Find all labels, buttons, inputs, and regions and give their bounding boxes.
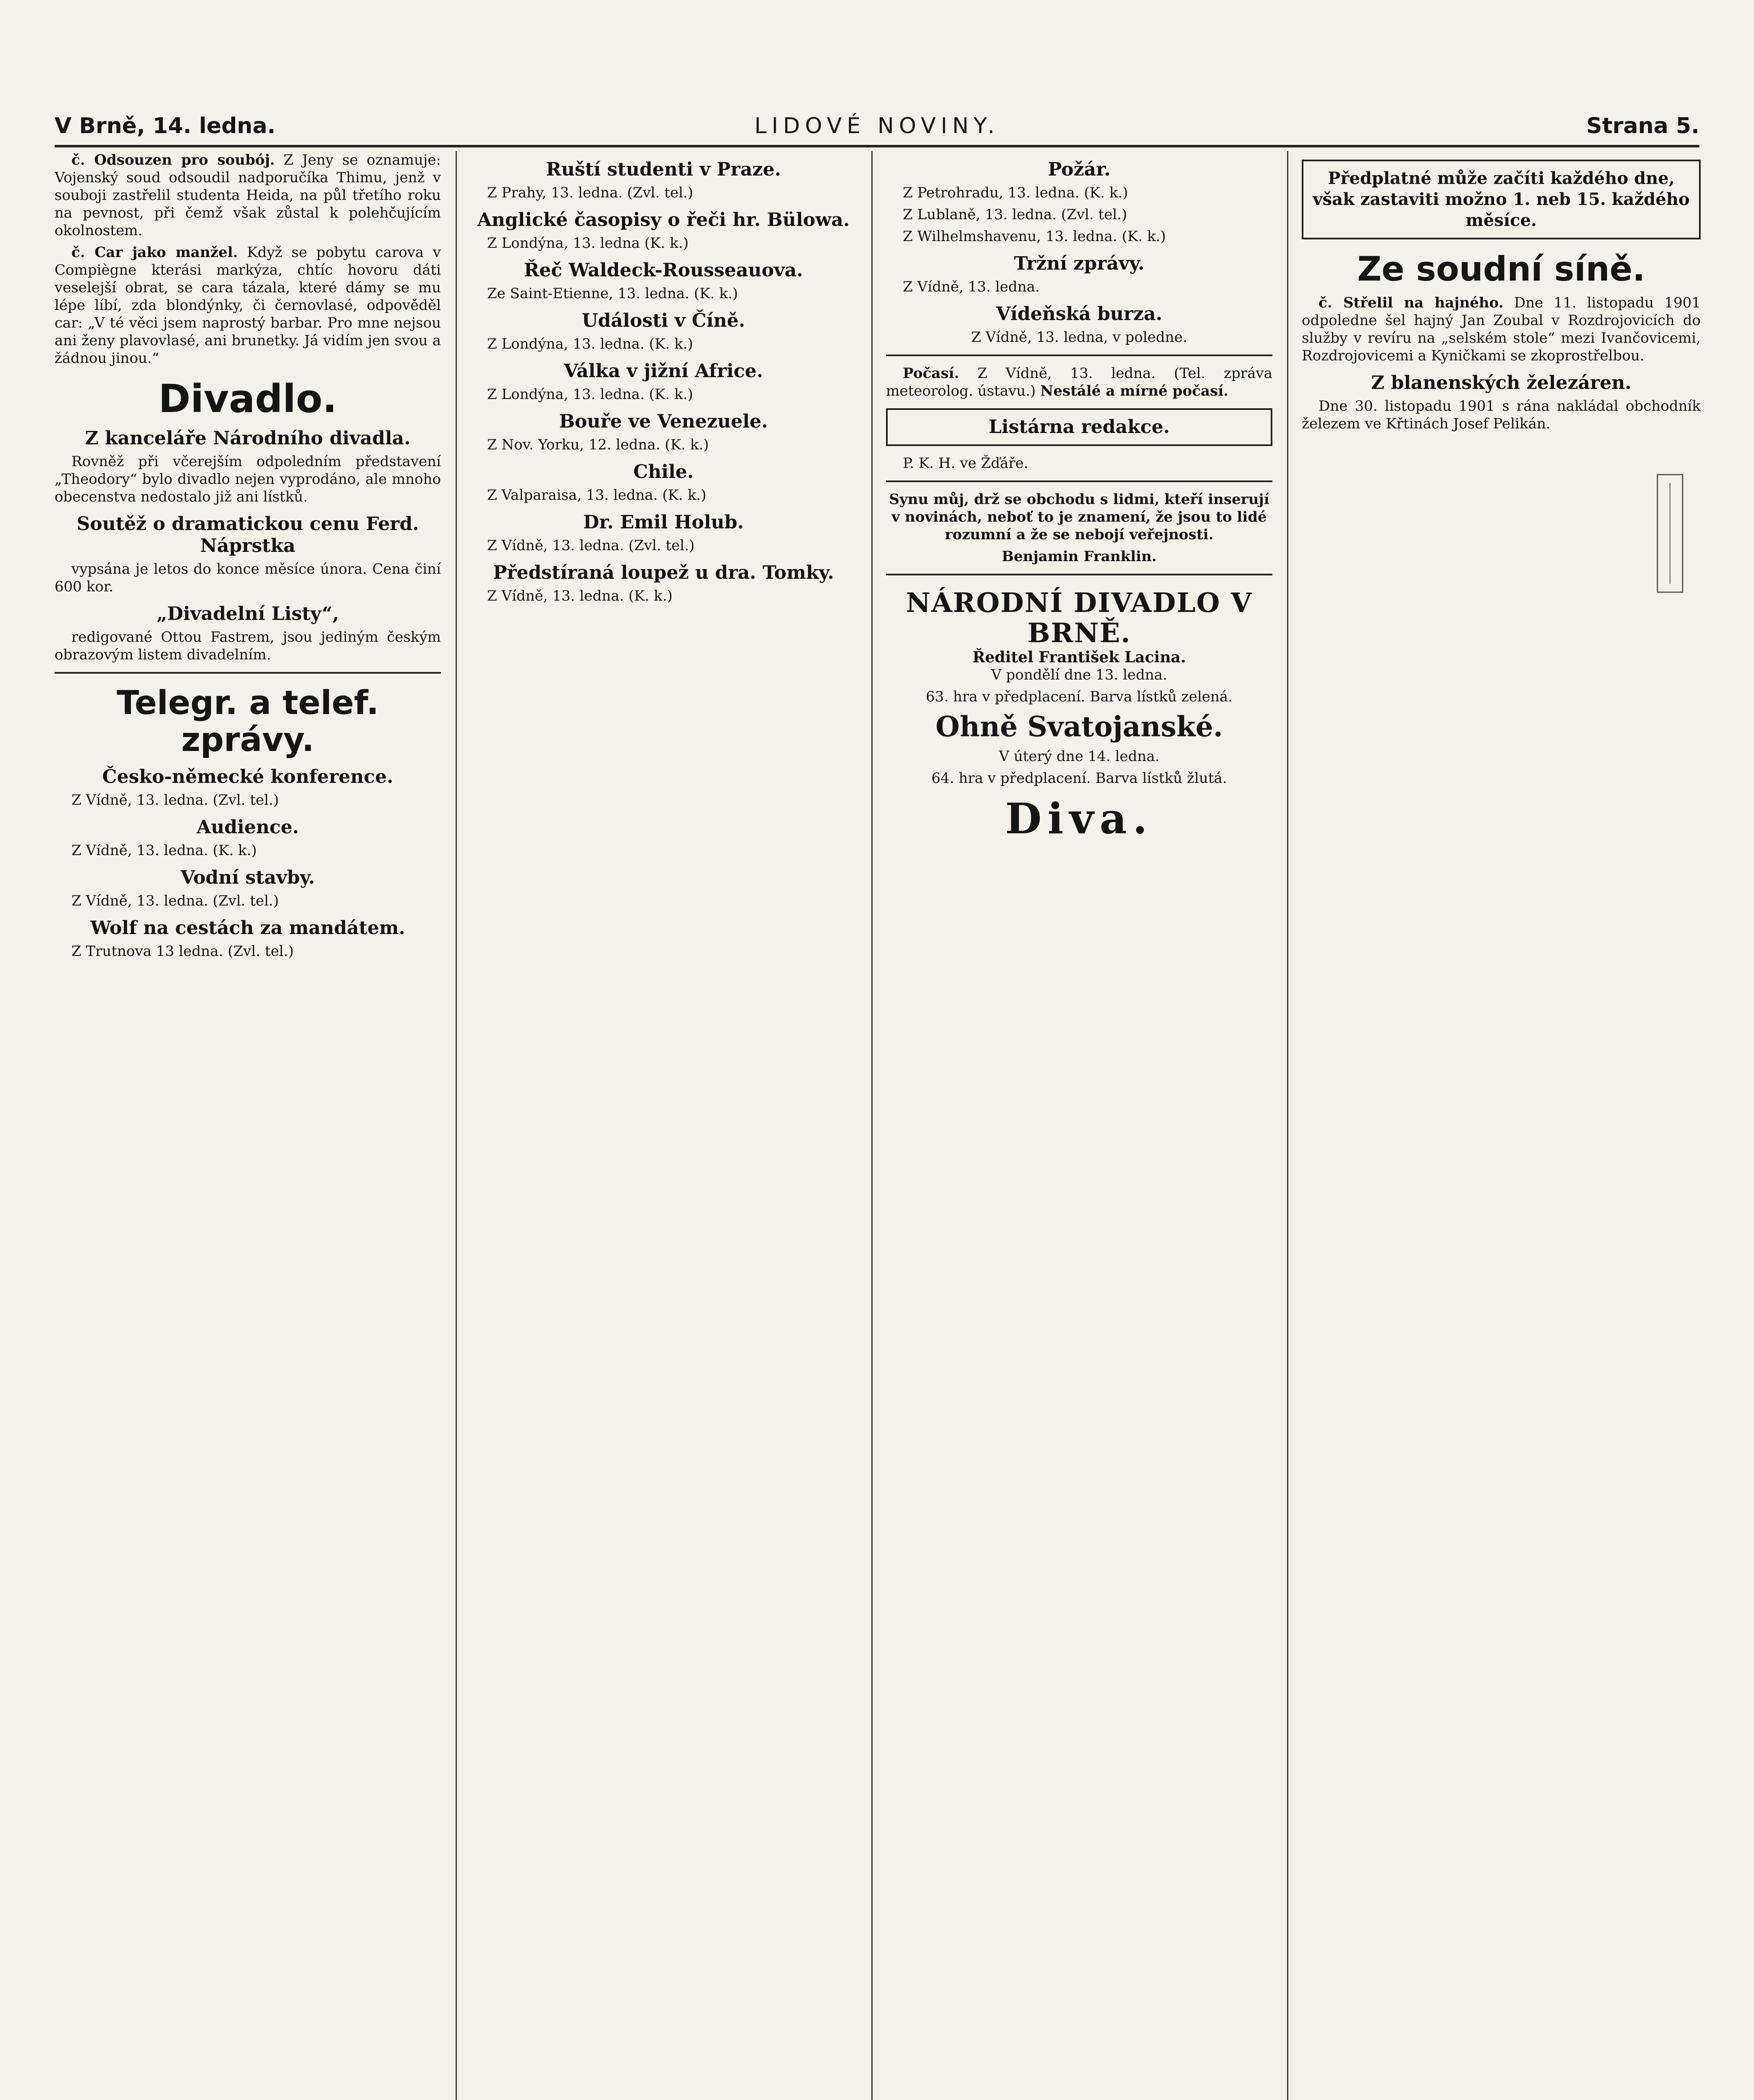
subheading: Předstíraná loupež u dra. Tomky.	[493, 562, 834, 583]
article-body: Ze Saint-Etienne, 13. ledna. (K. k.)	[487, 285, 738, 302]
subheading: Bouře ve Venezuele.	[559, 411, 768, 432]
page-header	[55, 105, 1699, 147]
place-date: V Brně, 14. ledna.	[55, 113, 276, 139]
article-body: Z Vídně, 13. ledna. (Zvl. tel.)	[487, 537, 695, 554]
subheading: Události v Číně.	[582, 310, 745, 331]
article-body: Z Jeny se oznamuje: Vojenský soud odsoudil nadporučíka Thimu, jenž v souboji zastřelil studenta Heida, na půl třetího roku na pevnost, při čemž však zůstal k polehčujícím okolnostem.	[55, 152, 441, 239]
column-1	[55, 151, 441, 2100]
article-body: Z Londýna, 13. ledna (K. k.)	[487, 235, 689, 252]
section-heading-soudni: Ze soudní síně.	[1357, 249, 1645, 289]
show-title: Diva.	[1005, 794, 1154, 843]
show-info: 64. hra v předplacení. Barva lístků žlutá.	[931, 770, 1227, 787]
article-body: Rovněž při včerejším odpoledním představení „Theodory“ bylo divadlo nejen vyprodáno, ale mnoho obecenstva nedostalo již ani lístků.	[55, 453, 441, 505]
subheading: Tržní zprávy.	[1014, 253, 1145, 274]
divider	[886, 574, 1272, 575]
theatre-director: Ředitel František Lacina.	[972, 648, 1186, 666]
column-2	[470, 151, 857, 2100]
subheading: Válka v jižní Africe.	[564, 360, 763, 382]
column-3	[886, 151, 1272, 2100]
article-body: vypsána je letos do konce měsíce února. Cena činí 600 kor.	[55, 561, 441, 595]
weather-title: Počasí.	[903, 365, 959, 382]
article-body: Z Vídně, 13. ledna. (Zvl. tel.)	[71, 792, 279, 808]
article-body: Z Vídně, 13. ledna, v poledne.	[971, 329, 1188, 346]
article-title: č. Střelil na hajného.	[1319, 294, 1504, 311]
section-heading-divadlo: Divadlo.	[158, 376, 337, 421]
article-body: redigované Ottou Fastrem, jsou jediným českým obrazovým listem divadelním.	[55, 629, 441, 663]
subheading: Řeč Waldeck-Rousseauova.	[524, 260, 803, 281]
weather-text: Z Vídně, 13. ledna. (Tel. zpráva meteorolog. ústavu.)	[886, 365, 1272, 399]
article-body: Z Vídně, 13. ledna. (K. k.)	[487, 588, 673, 604]
article-body: Když se pobytu carova v Compiègne kterási markýza, chtíc hovoru dáti veselejší obrat, se cara tázala, které dámy se mu lépe líbí, zda blondýnky, či černovlasé, odpověděl car: „V té věci jsem naprostý barbar. Pro mne nejsou ani ženy plavovlasé, ani brunetky. Já vidím jen svou a žádnou jinou.“	[55, 244, 441, 367]
subheading: Audience.	[197, 816, 299, 838]
divider	[886, 354, 1272, 356]
article-body: Z Vídně, 13. ledna. (Zvl. tel.)	[71, 892, 279, 909]
listarna-heading: Listárna redakce.	[988, 416, 1170, 438]
subheading: Z blanenských železáren.	[1371, 372, 1631, 394]
library-stamp-mark	[1653, 470, 1687, 596]
article-body: Z Nov. Yorku, 12. ledna. (K. k.)	[487, 436, 709, 453]
show-date: V úterý dne 14. ledna.	[999, 748, 1160, 765]
franklin-quote: Synu můj, drž se obchodu s lidmi, kteří inserují v novinách, neboť to je znamení, že jsou to lidé rozumní a že se nebojí veřejnosti.	[889, 491, 1269, 543]
divider	[55, 672, 441, 674]
subheading: Česko-německé konference.	[102, 766, 393, 788]
subheading: „Divadelní Listy“,	[156, 603, 339, 625]
article	[55, 244, 441, 367]
article-body: Z Wilhelmshavenu, 13. ledna. (K. k.)	[903, 228, 1166, 245]
subheading: Vídeňská burza.	[996, 303, 1162, 325]
subheading: Anglické časopisy o řeči hr. Bülowa.	[477, 209, 850, 231]
article-body: Z Vídně, 13. ledna. (K. k.)	[71, 842, 257, 859]
column-divider	[456, 151, 457, 2100]
subheading: Wolf na cestách za mandátem.	[90, 917, 405, 939]
show-info: 63. hra v předplacení. Barva lístků zelená.	[926, 688, 1233, 705]
subheading: Chile.	[633, 461, 694, 483]
subheading: Z kanceláře Národního divadla.	[85, 428, 411, 449]
article-body: Z Vídně, 13. ledna.	[903, 278, 1040, 295]
article-body: Z Petrohradu, 13. ledna. (K. k.)	[903, 184, 1128, 201]
section-heading-telegr: Telegr. a telef. zprávy.	[116, 684, 379, 759]
subheading: Požár.	[1048, 159, 1111, 180]
article-body: P. K. H. ve Žďáře.	[903, 455, 1028, 472]
masthead-title: LIDOVÉ NOVINY.	[754, 113, 1000, 139]
quote-author: Benjamin Franklin.	[1002, 548, 1157, 565]
divider	[886, 480, 1272, 482]
article-body: Z Prahy, 13. ledna. (Zvl. tel.)	[487, 184, 693, 201]
article-body: Z Trutnova 13 ledna. (Zvl. tel.)	[71, 943, 294, 960]
weather-report	[886, 365, 1272, 400]
article-body: Z Lublaně, 13. ledna. (Zvl. tel.)	[903, 206, 1127, 223]
article-body: Dne 11. listopadu 1901 odpoledne šel hajný Jan Zoubal v Rozdrojovicích do služby v revíru na „selském stole“ mezi Ivančovicemi, Rozdrojovicemi a Kyničkami se zkoprostřelbou.	[1302, 294, 1701, 364]
article-title: č. Car jako manžel.	[71, 244, 238, 261]
subscription-notice: Předplatné může začíti každého dne, však zastaviti možno 1. neb 15. každého měsíce.	[1302, 160, 1701, 239]
page-number: Strana 5.	[1586, 113, 1699, 139]
article-body: Z Valparaisa, 13. ledna. (K. k.)	[487, 487, 707, 504]
listarna-box	[886, 408, 1272, 446]
show-title: Ohně Svatojanské.	[935, 710, 1223, 743]
article	[1302, 294, 1701, 365]
show-date: V pondělí dne 13. ledna.	[991, 667, 1167, 683]
article-title: č. Odsouzen pro soubój.	[71, 152, 275, 168]
article	[55, 151, 441, 239]
subheading: Dr. Emil Holub.	[583, 512, 744, 533]
column-divider	[1287, 151, 1288, 2100]
column-divider	[871, 151, 873, 2100]
weather-forecast: Nestálé a mírné počasí.	[1040, 383, 1229, 399]
article-body: Z Londýna, 13. ledna. (K. k.)	[487, 386, 693, 403]
theatre-title: NÁRODNÍ DIVADLO V BRNĚ.	[906, 587, 1253, 649]
subheading: Vodní stavby.	[180, 867, 315, 888]
article-body: Z Londýna, 13. ledna. (K. k.)	[487, 336, 693, 352]
column-4	[1302, 151, 1701, 2100]
subheading: Ruští studenti v Praze.	[546, 159, 781, 180]
subheading: Soutěž o dramatickou cenu Ferd. Náprstka	[76, 513, 419, 556]
article-body: Dne 30. listopadu 1901 s rána nakládal obchodník železem ve Křtinách Josef Pelikán.	[1302, 398, 1701, 432]
